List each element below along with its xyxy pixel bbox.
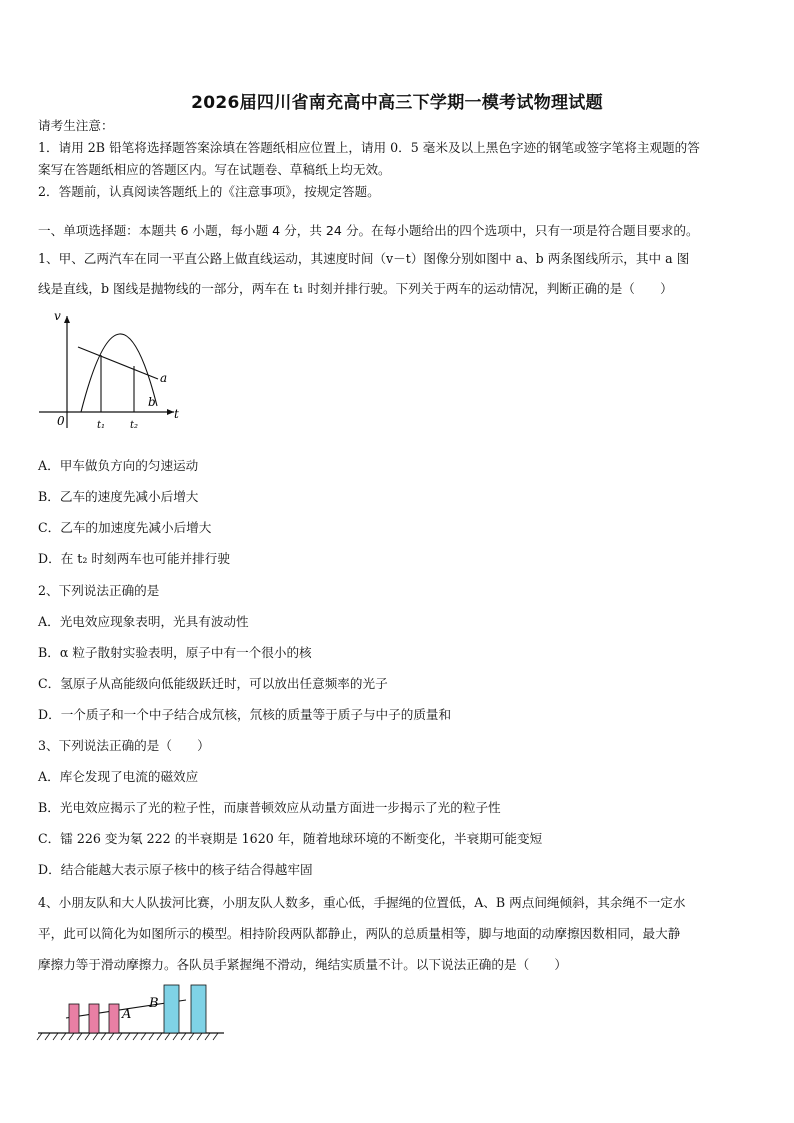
origin-label: 0: [57, 414, 65, 428]
q3-stem: 3、下列说法正确的是（ ）: [38, 738, 210, 753]
q4-stem-line2: 平，此可以简化为如图所示的模型。相持阶段两队都静止，两队的总质量相等，脚与地面的动摩擦因数相同，最大静: [38, 926, 681, 941]
adult-block-2: [191, 985, 206, 1033]
page-title: 2026届四川省南充高中高三下学期一模考试物理试题: [191, 93, 603, 113]
child-block-3: [109, 1004, 119, 1033]
q3-option-a: A．库仑发现了电流的磁效应: [38, 769, 199, 784]
notice-item1-line2: 案写在答题纸相应的答题区内。写在试题卷、草稿纸上均无效。: [38, 162, 391, 177]
a-label: a: [160, 371, 168, 385]
notice-item2: 2．答题前，认真阅读答题纸上的《注意事项》，按规定答题。: [38, 184, 380, 199]
t-label: t: [174, 407, 179, 421]
v-label: v: [54, 309, 61, 323]
q3-option-b: B．光电效应揭示了光的粒子性，而康普顿效应从动量方面进一步揭示了光的粒子性: [38, 800, 501, 815]
q2-option-b: B．α 粒子散射实验表明，原子中有一个很小的核: [38, 645, 312, 660]
point-b-label: B: [149, 996, 159, 1011]
q1-stem-line2: 线是直线，b 图线是抛物线的一部分，两车在 t₁ 时刻并排行驶。下列关于两车的运动情况，判断正确的是（ ）: [38, 281, 673, 296]
section-heading: 一、单项选择题：本题共 6 小题，每小题 4 分，共 24 分。在每小题给出的四个选项中，只有一项是符合题目要求的。: [38, 223, 699, 238]
q1-option-c: C．乙车的加速度先减小后增大: [38, 520, 212, 535]
q1-stem-line1: 1、甲、乙两汽车在同一平直公路上做直线运动，其速度时间（v－t）图像分别如图中 a、b 两条图线所示，其中 a 图: [38, 251, 690, 266]
q2-stem: 2、下列说法正确的是: [38, 583, 160, 598]
v-axis-arrow: [64, 316, 70, 323]
b-label: b: [148, 395, 156, 409]
point-a-label: A: [122, 1007, 132, 1022]
q3-option-c: C．镭 226 变为氡 222 的半衰期是 1620 年，随着地球环境的不断变化，半衰期可能变短: [38, 831, 543, 846]
q2-option-c: C．氢原子从高能级向低能级跃迁时，可以放出任意频率的光子: [38, 676, 388, 691]
q1-vt-graph: [36, 308, 186, 438]
parabola-b: [81, 334, 157, 412]
q4-stem-line1: 4、小朋友队和大人队拔河比赛，小朋友队人数多，重心低，手握绳的位置低，A、B 两点间绳倾斜，其余绳不一定水: [38, 895, 686, 910]
child-block-1: [69, 1004, 79, 1033]
q1-option-b: B．乙车的速度先减小后增大: [38, 489, 199, 504]
q4-stem-line3: 摩擦力等于滑动摩擦力。各队员手紧握绳不滑动，绳结实质量不计。以下说法正确的是（ ）: [38, 957, 567, 972]
q3-option-d: D．结合能越大表示原子核中的核子结合得越牢固: [38, 862, 313, 877]
q4-tug-of-war-figure: [36, 980, 226, 1042]
ground-hatching: [37, 1033, 218, 1040]
line-a: [78, 347, 158, 379]
child-block-2: [89, 1004, 99, 1033]
adult-block-1: [164, 985, 179, 1033]
notice-heading: 请考生注意：: [38, 118, 114, 133]
t1-label: t₁: [97, 420, 106, 431]
t2-label: t₂: [130, 420, 139, 431]
notice-item1-line1: 1．请用 2B 铅笔将选择题答案涂填在答题纸相应位置上，请用 0．5 毫米及以上黑色字迹的钢笔或签字笔将主观题的答: [38, 140, 700, 155]
q1-option-d: D．在 t₂ 时刻两车也可能并排行驶: [38, 551, 230, 566]
q1-option-a: A．甲车做负方向的匀速运动: [38, 458, 199, 473]
t-axis-arrow: [167, 409, 174, 415]
q2-option-a: A．光电效应现象表明，光具有波动性: [38, 614, 249, 629]
q2-option-d: D．一个质子和一个中子结合成氘核，氘核的质量等于质子与中子的质量和: [38, 707, 452, 722]
